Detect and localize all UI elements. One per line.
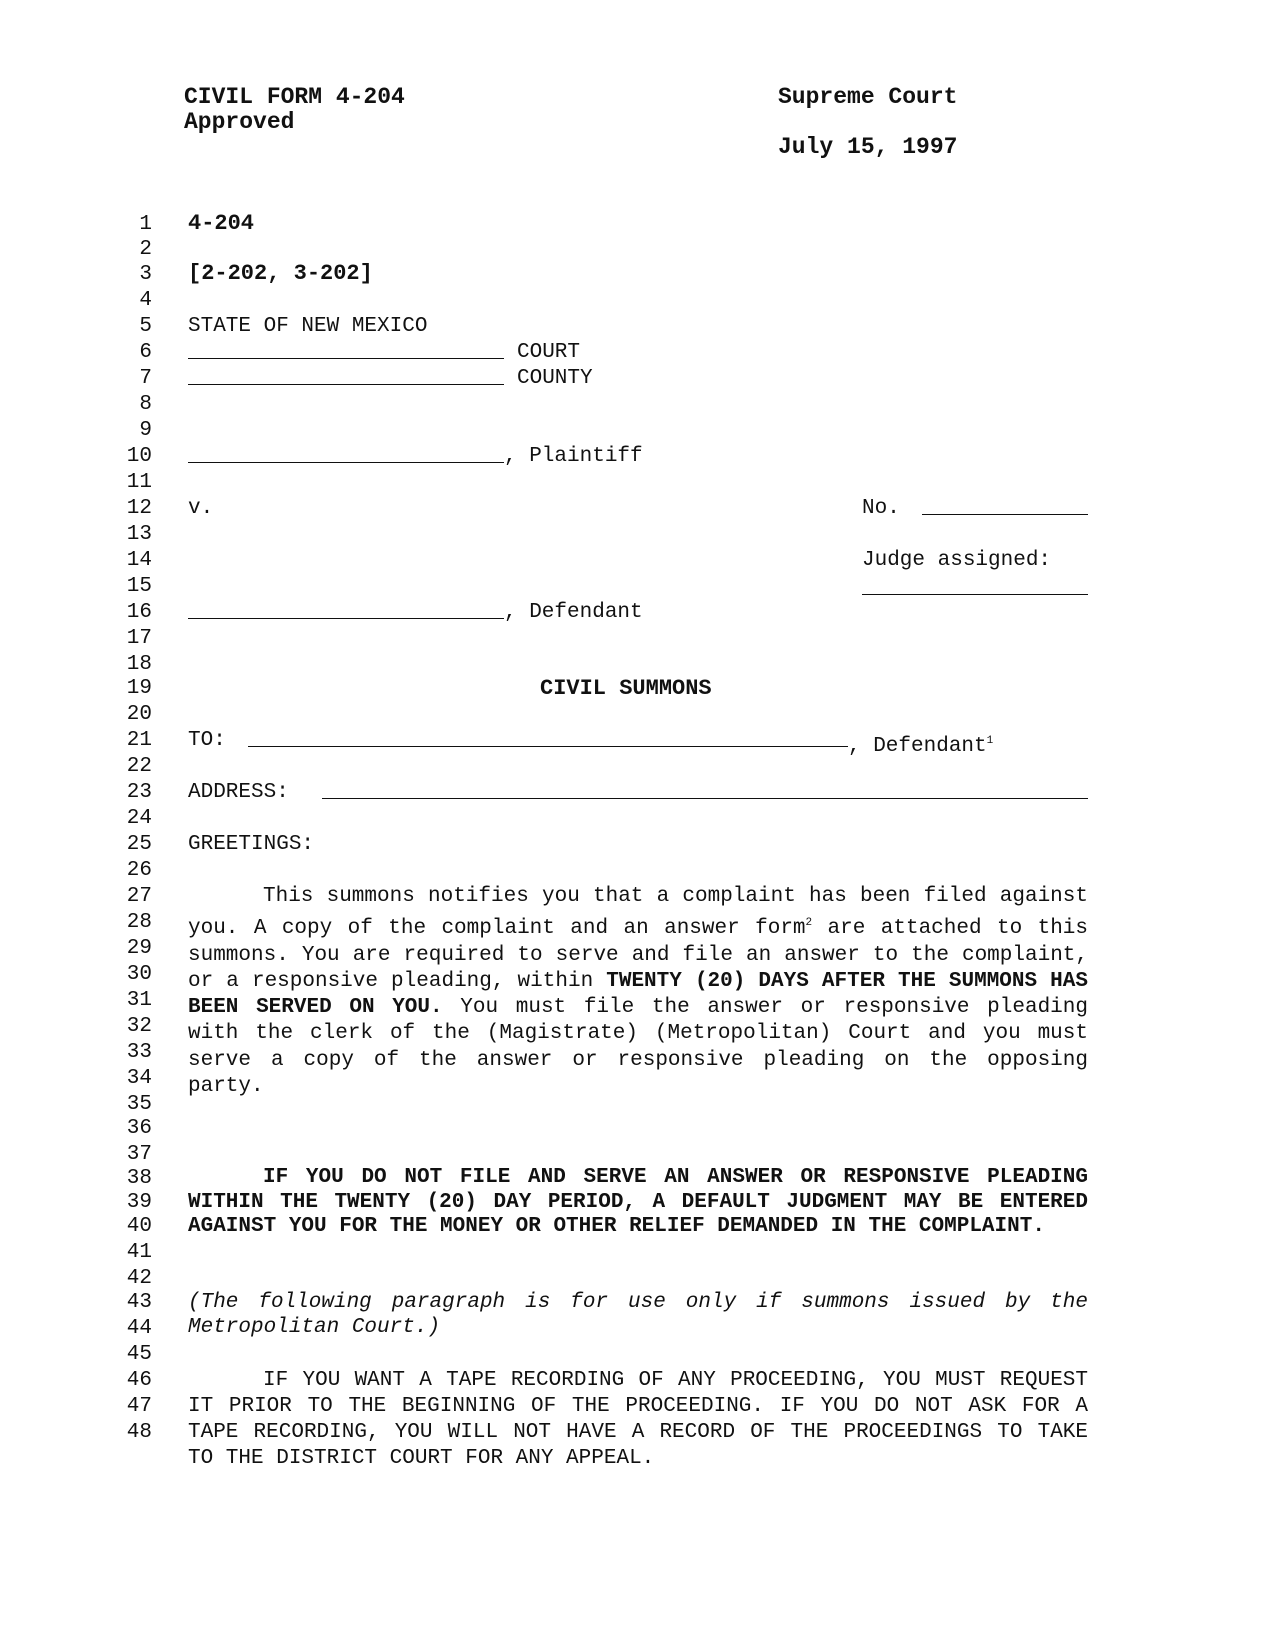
line-number: 23 bbox=[126, 781, 152, 804]
line-number: 32 bbox=[126, 1015, 152, 1038]
line-number: 11 bbox=[126, 471, 152, 494]
line-number: 5 bbox=[139, 315, 152, 338]
line-number: 45 bbox=[126, 1343, 152, 1366]
court-header: Supreme Court bbox=[778, 84, 958, 110]
line-number: 30 bbox=[126, 963, 152, 986]
line-number: 44 bbox=[126, 1317, 152, 1340]
line-number: 7 bbox=[139, 367, 152, 390]
plaintiff-name-blank[interactable] bbox=[188, 444, 504, 468]
line-number: 34 bbox=[126, 1067, 152, 1090]
address-label: ADDRESS: bbox=[188, 781, 289, 804]
line-number: 19 bbox=[126, 677, 152, 700]
line-number: 36 bbox=[126, 1117, 152, 1140]
line-number: 29 bbox=[126, 937, 152, 960]
county-label: COUNTY bbox=[517, 367, 593, 390]
line-number: 40 bbox=[126, 1215, 152, 1238]
address-blank[interactable] bbox=[322, 780, 1088, 804]
line-number: 48 bbox=[126, 1421, 152, 1444]
line-number: 16 bbox=[126, 601, 152, 624]
approval-date: July 15, 1997 bbox=[778, 134, 958, 160]
line-number: 26 bbox=[126, 859, 152, 882]
line-number: 4 bbox=[139, 289, 152, 312]
plaintiff-label: , Plaintiff bbox=[504, 445, 643, 468]
deadline-text: TWENTY (20) DAYS AFTER THE SUMMONS HAS BEEN SERVED ON YOU. bbox=[188, 969, 1088, 1020]
defendant-name-blank[interactable] bbox=[188, 600, 504, 624]
tape-recording-paragraph: IF YOU WANT A TAPE RECORDING OF ANY PROCEEDING, YOU MUST REQUEST IT PRIOR TO THE BEGINNING OF THE PROCEEDING. IF YOU DO NOT ASK FOR A TAPE RECORDING, YOU WILL NOT HAVE A RECORD OF THE PROCEEDINGS TO TAKE TO THE DISTRICT COURT FOR ANY APPEAL. bbox=[188, 1369, 1088, 1470]
line-number: 47 bbox=[126, 1395, 152, 1418]
line-number: 17 bbox=[126, 627, 152, 650]
line-number: 41 bbox=[126, 1241, 152, 1264]
line-number: 13 bbox=[126, 523, 152, 546]
to-label: TO: bbox=[188, 729, 226, 752]
line-number: 6 bbox=[139, 341, 152, 364]
line-number: 25 bbox=[126, 833, 152, 856]
line-number: 39 bbox=[126, 1191, 152, 1214]
line-number: 10 bbox=[126, 445, 152, 468]
line-number: 15 bbox=[126, 575, 152, 598]
greetings: GREETINGS: bbox=[188, 833, 315, 856]
case-number-blank[interactable] bbox=[922, 496, 1088, 520]
versus: v. bbox=[188, 497, 214, 520]
line-number: 28 bbox=[126, 911, 152, 934]
to-defendant-blank[interactable] bbox=[248, 728, 848, 752]
footnote-2-marker: 2 bbox=[805, 917, 813, 930]
defendant-label: , Defendant bbox=[504, 601, 643, 624]
line-number: 31 bbox=[126, 989, 152, 1012]
default-judgment-warning: IF YOU DO NOT FILE AND SERVE AN ANSWER OR RESPONSIVE PLEADING WITHIN THE TWENTY (20) DAY PERIOD, A DEFAULT JUDGMENT MAY BE ENTERED AGAINST YOU FOR THE MONEY OR OTHER RELIEF DEMANDED IN THE COMPLAINT. bbox=[188, 1166, 1088, 1238]
court-name-blank[interactable] bbox=[188, 340, 504, 364]
footnote-1-marker: 1 bbox=[986, 735, 994, 747]
state-name: STATE OF NEW MEXICO bbox=[188, 315, 428, 338]
line-number: 24 bbox=[126, 807, 152, 830]
line-number: 12 bbox=[126, 497, 152, 520]
court-label: COURT bbox=[517, 341, 581, 364]
form-number: 4-204 bbox=[188, 211, 255, 236]
line-number: 14 bbox=[126, 549, 152, 572]
line-number: 1 bbox=[139, 213, 152, 236]
line-number: 9 bbox=[139, 419, 152, 442]
line-number: 35 bbox=[126, 1093, 152, 1116]
line-number: 37 bbox=[126, 1143, 152, 1166]
line-number: 3 bbox=[139, 263, 152, 286]
notice-paragraph: This summons notifies you that a complaint has been filed against you. A copy of the complaint and an answer form$^2$ are attached to this summons. You are required to serve and file an answer to the complaint, or a responsive pleading, within TWENTY (20) DAYS AFTER THE SUMMONS HAS BEEN SERVED ON YOU. You must file the answer or responsive pleading with the clerk of the (Magistrate) (Metropolitan) Court and you must serve a copy of the answer or responsive pleading on the opposing party. bbox=[188, 885, 1088, 1099]
county-name-blank[interactable] bbox=[188, 366, 504, 390]
approved-label: Approved bbox=[184, 109, 295, 135]
line-number: 33 bbox=[126, 1041, 152, 1064]
case-number-label: No. bbox=[862, 497, 900, 520]
form-title: CIVIL FORM 4-204 bbox=[184, 84, 405, 110]
to-defendant-label: , Defendant$^1$ bbox=[848, 735, 994, 758]
line-number: 20 bbox=[126, 703, 152, 726]
metropolitan-court-note: (The following paragraph is for use only if summons issued by the Metropolitan Court.) bbox=[188, 1291, 1088, 1339]
line-number: 42 bbox=[126, 1267, 152, 1290]
line-number: 8 bbox=[139, 393, 152, 416]
line-number: 46 bbox=[126, 1369, 152, 1392]
line-number: 21 bbox=[126, 729, 152, 752]
judge-assigned-blank[interactable] bbox=[862, 576, 1088, 600]
cross-references: [2-202, 3-202] bbox=[188, 261, 373, 286]
line-number: 27 bbox=[126, 885, 152, 908]
line-number: 22 bbox=[126, 755, 152, 778]
line-number: 18 bbox=[126, 653, 152, 676]
line-number: 43 bbox=[126, 1291, 152, 1314]
document-title: CIVIL SUMMONS bbox=[540, 676, 712, 701]
line-number: 2 bbox=[139, 238, 152, 261]
judge-assigned-label: Judge assigned: bbox=[862, 549, 1052, 572]
line-number: 38 bbox=[126, 1167, 152, 1190]
